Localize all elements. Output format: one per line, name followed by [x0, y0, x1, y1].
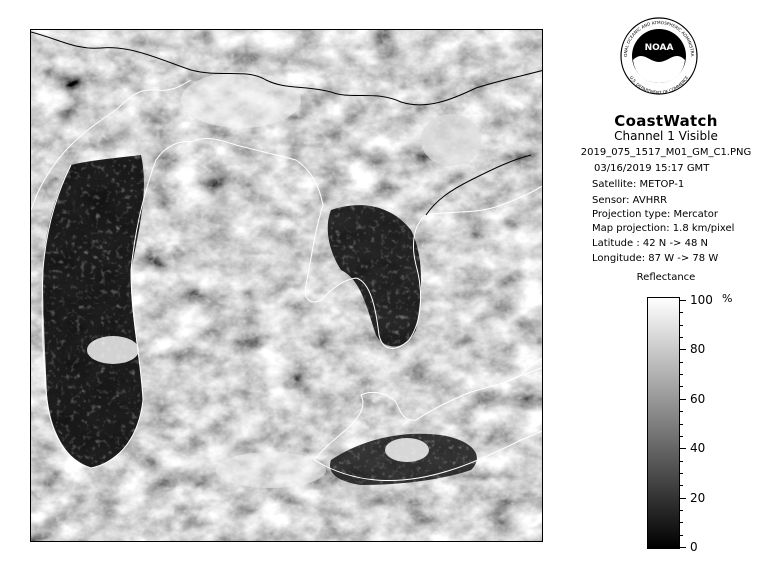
- colorbar-minor-tick: [680, 325, 683, 326]
- legend-title: Reflectance: [636, 272, 696, 283]
- colorbar-tick-label: 80: [690, 342, 706, 357]
- satellite-image: [30, 29, 543, 542]
- legend-unit: %: [722, 292, 733, 305]
- colorbar-minor-tick: [680, 312, 683, 313]
- noaa-logo: [619, 16, 699, 106]
- sensor: Sensor: AVHRR: [592, 195, 668, 206]
- colorbar-minor-tick: [680, 424, 683, 425]
- colorbar-minor-tick: [680, 386, 683, 387]
- colorbar-tick-label: 40: [690, 441, 706, 456]
- projection-type: Projection type: Mercator: [592, 209, 718, 220]
- colorbar-minor-tick: [680, 510, 683, 511]
- colorbar-minor-tick: [680, 485, 683, 486]
- map-canvas: [31, 30, 543, 542]
- colorbar-minor-tick: [680, 473, 683, 474]
- colorbar-minor-tick: [680, 362, 683, 363]
- colorbar-major-tick: [680, 349, 686, 350]
- noaa-logo-text: NOAA: [644, 43, 674, 53]
- colorbar-major-tick: [680, 498, 686, 499]
- reflectance-colorbar: [647, 297, 680, 549]
- channel-label: Channel 1 Visible: [614, 129, 718, 143]
- colorbar-major-tick: [680, 399, 686, 400]
- colorbar-tick-label: 100: [690, 293, 713, 307]
- latitude-range: Latitude : 42 N -> 48 N: [592, 238, 708, 249]
- colorbar-tick-label: 60: [690, 391, 706, 406]
- filename: 2019_075_1517_M01_GM_C1.PNG: [580, 147, 752, 158]
- colorbar-minor-tick: [680, 522, 683, 523]
- colorbar-tick-label: 0: [690, 540, 698, 554]
- satellite: Satellite: METOP-1: [592, 179, 685, 190]
- noaa-logo-ring-bottom: U.S. DEPARTMENT OF COMMERCE: [628, 74, 690, 96]
- datetime: 03/16/2019 15:17 GMT: [594, 163, 710, 174]
- brand-title: CoastWatch: [614, 112, 718, 130]
- map-projection: Map projection: 1.8 km/pixel: [592, 223, 735, 234]
- colorbar-major-tick: [680, 300, 686, 301]
- longitude-range: Longitude: 87 W -> 78 W: [592, 253, 719, 264]
- colorbar-minor-tick: [680, 436, 683, 437]
- colorbar-major-tick: [680, 547, 686, 548]
- colorbar-minor-tick: [680, 374, 683, 375]
- colorbar-minor-tick: [680, 337, 683, 338]
- colorbar-minor-tick: [680, 535, 683, 536]
- colorbar-tick-label: 20: [690, 490, 706, 505]
- colorbar-minor-tick: [680, 461, 683, 462]
- colorbar-minor-tick: [680, 411, 683, 412]
- noaa-logo-ring-top: ONAL OCEANIC AND ATMOSPHERIC ADMINISTRA: [622, 19, 696, 57]
- colorbar-major-tick: [680, 448, 686, 449]
